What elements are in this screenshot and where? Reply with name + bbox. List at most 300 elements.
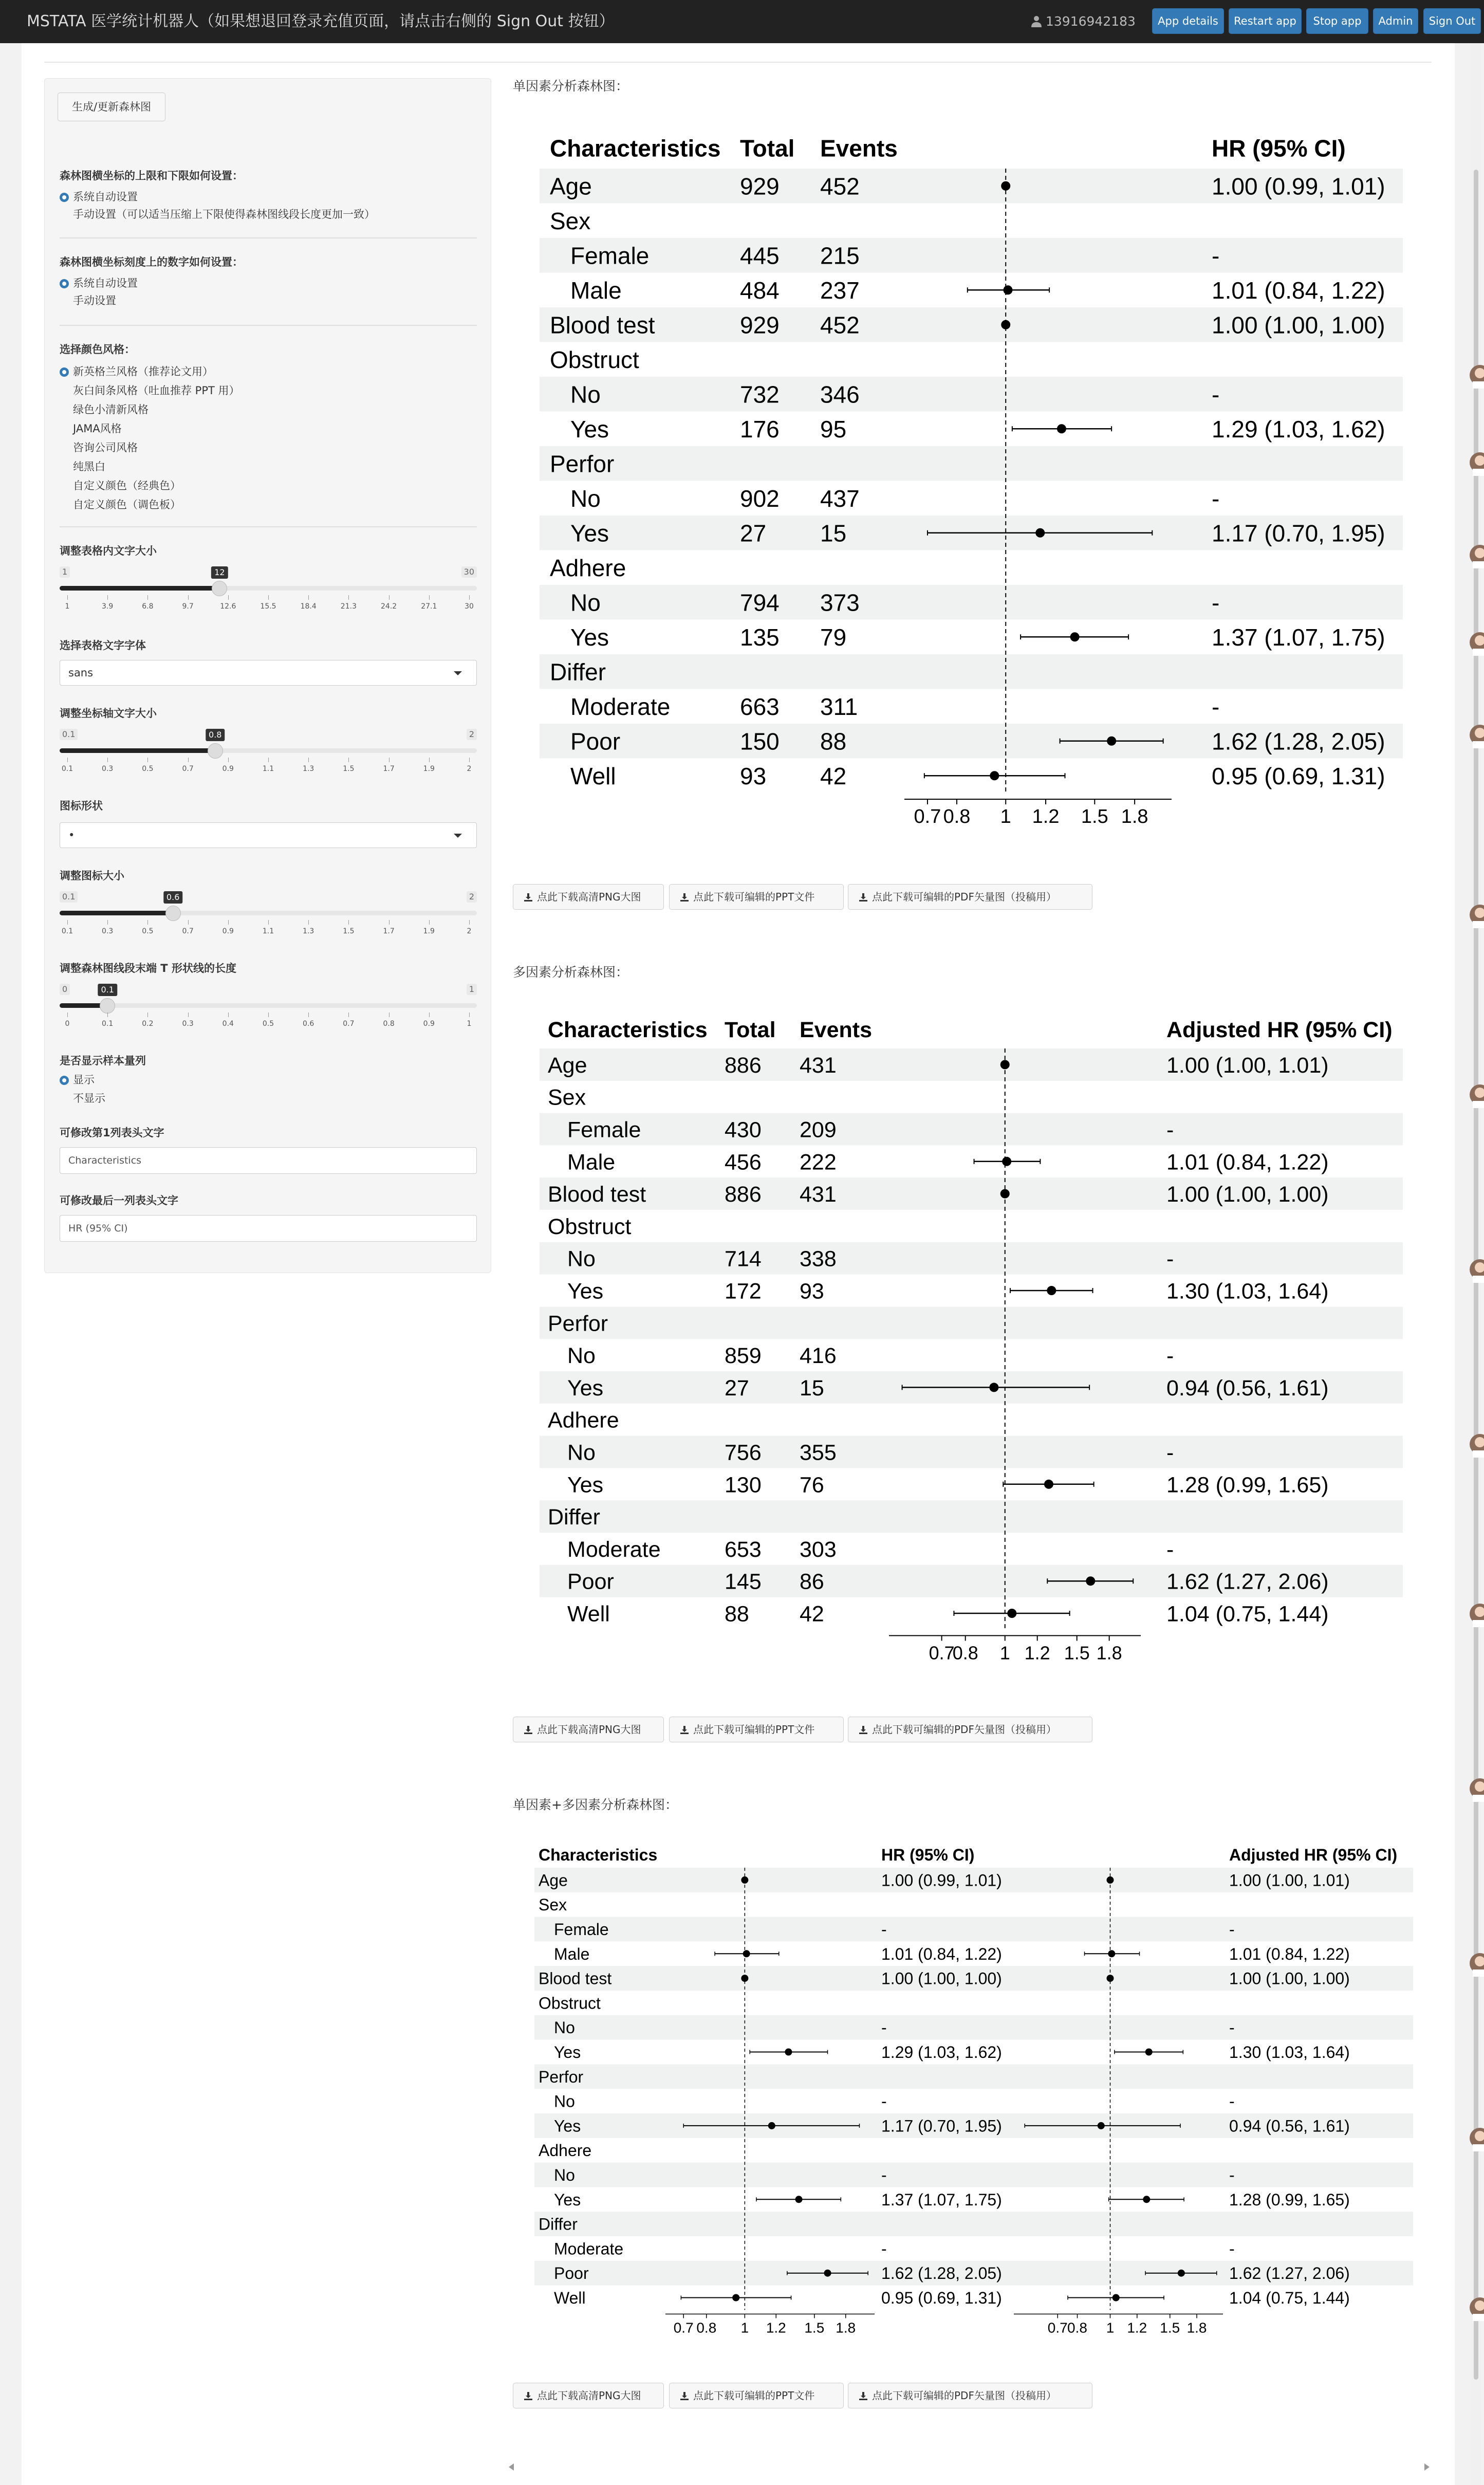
- row-label: Well: [567, 1602, 610, 1627]
- user-account: [1030, 0, 1136, 43]
- slider-tick: [348, 758, 349, 762]
- download-png-button[interactable]: 点此下载高清PNG大图: [513, 1717, 664, 1742]
- caret-down-icon: [454, 671, 462, 675]
- caret-down-icon: [454, 834, 462, 838]
- row-background: [540, 377, 1403, 412]
- ci-value: -: [881, 1920, 887, 1939]
- row-label: Blood test: [550, 311, 655, 339]
- row-label: Poor: [567, 1569, 614, 1594]
- download-icon: [680, 1725, 689, 1735]
- ci-value: 1.00 (1.00, 1.01): [1166, 1053, 1329, 1078]
- slider-tick: [268, 595, 269, 600]
- row-label: Perfor: [550, 450, 615, 477]
- row-background: [540, 1436, 1403, 1468]
- row-label: Sex: [550, 207, 591, 234]
- row-label: Well: [554, 2289, 586, 2308]
- slider-tick-label: 1.1: [262, 927, 274, 935]
- color-style-radio-5[interactable]: 纯黑白: [73, 461, 105, 473]
- adjusted-ci-value: 1.01 (0.84, 1.22): [1229, 1944, 1350, 1963]
- ci-value: -: [1212, 242, 1220, 269]
- row-label: Perfor: [548, 1311, 608, 1336]
- ci-value: 1.01 (0.84, 1.22): [881, 1944, 1002, 1963]
- row-label: Blood test: [548, 1182, 646, 1207]
- download-png-button[interactable]: 点此下载高清PNG大图: [513, 2383, 664, 2408]
- row-label: Moderate: [570, 693, 671, 720]
- slider-ticks: [60, 595, 477, 611]
- row-label: Well: [570, 762, 616, 789]
- x-tick-label: 1.2: [1127, 2320, 1147, 2336]
- show-n-no-radio[interactable]: 不显示: [73, 1092, 105, 1105]
- row-background: [534, 2212, 1413, 2236]
- slider-tick: [188, 758, 189, 762]
- row-label: Female: [554, 1920, 609, 1939]
- row-label: No: [570, 589, 601, 616]
- slider-min-label: 0.1: [60, 891, 78, 903]
- column-header: HR (95% CI): [1212, 135, 1346, 162]
- download-pdf-button[interactable]: 点此下载可编辑的PDF矢量图（投稿用）: [848, 884, 1092, 910]
- slider-tick-label: 1.3: [303, 927, 314, 935]
- slider-tick-label: 0.5: [142, 927, 154, 935]
- slider-tick: [429, 758, 430, 762]
- axis-font-size-slider[interactable]: [60, 729, 477, 785]
- row-label: Age: [548, 1053, 587, 1078]
- user-phone: 13916942183: [1046, 14, 1136, 29]
- adjusted-ci-value: 1.28 (0.99, 1.65): [1229, 2190, 1350, 2209]
- shape-label: 图标形状: [60, 800, 103, 812]
- row-label: Adhere: [539, 2141, 592, 2160]
- row-label: Yes: [567, 1279, 604, 1304]
- download-icon: [680, 893, 689, 902]
- row-label: Obstruct: [548, 1214, 632, 1239]
- events-value: 42: [800, 1602, 824, 1627]
- x-tick-label: 1: [999, 1642, 1010, 1664]
- divider: [44, 62, 1432, 63]
- slider-tick-label: 9.7: [182, 602, 194, 611]
- ci-value: -: [1166, 1343, 1174, 1369]
- axis-limits-manual-radio[interactable]: 手动设置（可以适当压缩上下限使得森林图线段长度更加一致）: [73, 208, 375, 220]
- download-icon: [859, 893, 868, 902]
- events-value: 86: [800, 1569, 824, 1594]
- ci-value: 1.62 (1.28, 2.05): [1212, 728, 1385, 755]
- point-estimate: [1107, 737, 1116, 746]
- slider-tick-label: 0.7: [182, 765, 194, 773]
- events-value: 311: [820, 693, 858, 720]
- slider-tick-label: 0.3: [102, 927, 114, 935]
- column-header: HR (95% CI): [881, 1846, 975, 1864]
- slider-tick-label: 0.9: [222, 765, 234, 773]
- shape-select[interactable]: •: [60, 822, 477, 848]
- axis-ticks-auto-radio[interactable]: 系统自动设置: [60, 275, 138, 291]
- slider-value-label: 0.6: [163, 891, 182, 904]
- row-label: No: [567, 1343, 596, 1369]
- adjusted-ci-value: -: [1229, 2239, 1235, 2258]
- slider-tick-label: 0.9: [423, 1020, 435, 1028]
- ci-value: 1.00 (0.99, 1.01): [881, 1871, 1002, 1890]
- download-icon: [524, 893, 533, 902]
- avatar: [1470, 720, 1484, 750]
- ci-value: -: [881, 2092, 887, 2111]
- slider-min-label: 1: [60, 566, 70, 578]
- avatar: [1470, 540, 1484, 570]
- univariate-forest-plot: [534, 123, 1429, 833]
- avatar: [1470, 1598, 1484, 1629]
- x-tick-label: 1.8: [1096, 1642, 1122, 1664]
- combined-forest-plot: [529, 1835, 1418, 2339]
- events-value: 237: [820, 277, 860, 304]
- slider-tick-label: 30: [465, 602, 474, 611]
- slider-tick: [469, 920, 470, 925]
- row-label: Adhere: [548, 1408, 619, 1433]
- ci-value: -: [881, 2166, 887, 2185]
- ci-value: -: [1166, 1440, 1174, 1465]
- events-value: 452: [820, 311, 860, 339]
- show-n-title: 是否显示样本量列: [60, 1055, 146, 1067]
- x-tick-label: 1.2: [1032, 806, 1060, 827]
- slider-handle[interactable]: [208, 743, 223, 759]
- adjusted-ci-value: 1.04 (0.75, 1.44): [1229, 2289, 1350, 2308]
- row-label: Yes: [554, 2116, 581, 2136]
- row-label: No: [570, 485, 601, 512]
- slider-tick-label: 0.1: [61, 927, 73, 935]
- row-label: No: [554, 2092, 575, 2111]
- scroll-right-icon[interactable]: [1424, 2463, 1430, 2471]
- download-png-button[interactable]: 点此下载高清PNG大图: [513, 884, 664, 910]
- x-tick-label: 1.5: [1064, 1642, 1090, 1664]
- slider-ticks: [60, 758, 477, 773]
- axis-ticks-title: 森林图横坐标刻度上的数字如何设置：: [60, 256, 243, 268]
- slider-handle[interactable]: [100, 998, 115, 1014]
- row-label: Yes: [567, 1472, 604, 1498]
- slider-ticks: [60, 920, 477, 935]
- download-icon: [680, 2391, 689, 2401]
- total-value: 135: [740, 623, 780, 651]
- events-value: 95: [820, 415, 847, 443]
- download-icon: [859, 2391, 868, 2401]
- t-length-label: 调整森林图线段末端 T 形状线的长度: [60, 962, 236, 974]
- events-value: 338: [800, 1246, 837, 1272]
- slider-tick-label: 0: [65, 1020, 70, 1028]
- slider-tick: [308, 595, 309, 600]
- color-style-radio-7[interactable]: 自定义颜色（调色板）: [73, 499, 181, 511]
- column-header: Total: [740, 135, 795, 162]
- total-value: 484: [740, 277, 780, 304]
- row-label: Sex: [539, 1895, 567, 1915]
- ci-value: 1.17 (0.70, 1.95): [1212, 520, 1385, 547]
- slider-min-label: 0.1: [60, 729, 78, 740]
- table-font-size-slider[interactable]: [60, 566, 477, 623]
- slider-tick: [348, 595, 349, 600]
- first-header-input[interactable]: Characteristics: [60, 1147, 477, 1174]
- ci-value: 1.01 (0.84, 1.22): [1212, 277, 1385, 304]
- ci-value: 1.01 (0.84, 1.22): [1166, 1150, 1329, 1175]
- ci-value: 0.95 (0.69, 1.31): [881, 2289, 1002, 2308]
- multi-plot-title: 多因素分析森林图：: [513, 965, 629, 980]
- download-pdf-button[interactable]: 点此下载可编辑的PDF矢量图（投稿用）: [848, 1717, 1092, 1742]
- row-label: Male: [554, 1944, 590, 1963]
- total-value: 27: [740, 520, 767, 547]
- point-estimate: [732, 2294, 739, 2302]
- slider-tick: [469, 758, 470, 762]
- icon-size-slider[interactable]: [60, 891, 477, 948]
- row-label: Yes: [570, 415, 609, 443]
- point-estimate: [1098, 2122, 1105, 2129]
- color-style-radio-3[interactable]: JAMA风格: [73, 422, 122, 435]
- row-label: No: [567, 1246, 596, 1272]
- events-value: 431: [800, 1182, 837, 1207]
- color-style-radio-6[interactable]: 自定义颜色（经典色）: [73, 480, 181, 492]
- row-label: Male: [570, 277, 622, 304]
- column-header: Characteristics: [548, 1018, 708, 1043]
- download-ppt-button[interactable]: 点此下载可编辑的PPT文件: [669, 1717, 844, 1742]
- row-background: [540, 654, 1403, 689]
- total-value: 794: [740, 589, 780, 616]
- total-value: 756: [725, 1440, 762, 1465]
- point-estimate: [1145, 2049, 1153, 2056]
- first-header-label: 可修改第1列表头文字: [60, 1127, 164, 1139]
- point-estimate: [1108, 1950, 1115, 1957]
- slider-tick-label: 0.3: [182, 1020, 194, 1028]
- download-icon: [524, 1725, 533, 1735]
- radio-selected-icon: [60, 367, 69, 377]
- point-estimate: [1178, 2270, 1185, 2277]
- avatar: [1470, 627, 1484, 658]
- slider-tick: [147, 758, 148, 762]
- scroll-left-icon[interactable]: [509, 2463, 514, 2471]
- point-estimate: [743, 1950, 750, 1957]
- row-label: Moderate: [567, 1537, 661, 1562]
- table-font-family-select[interactable]: sans: [60, 660, 477, 686]
- point-estimate: [990, 771, 999, 780]
- row-background: [540, 446, 1403, 481]
- adjusted-ci-value: 1.00 (1.00, 1.01): [1229, 1871, 1350, 1890]
- slider-value-label: 12: [211, 566, 228, 579]
- admin-button[interactable]: Admin: [1373, 8, 1418, 34]
- x-tick-label: 0.7: [914, 806, 941, 827]
- events-value: 355: [800, 1440, 837, 1465]
- axis-font-size-label: 调整坐标轴文字大小: [60, 707, 157, 720]
- row-background: [540, 1113, 1403, 1146]
- ci-value: -: [1212, 485, 1220, 512]
- slider-tick: [188, 920, 189, 925]
- slider-fill: [60, 748, 215, 753]
- uni-plot-title: 单因素分析森林图：: [513, 79, 629, 94]
- axis-limits-auto-radio[interactable]: 系统自动设置: [60, 189, 138, 205]
- slider-tick-label: 0.6: [303, 1020, 314, 1028]
- events-value: 79: [820, 623, 847, 651]
- ci-value: 1.04 (0.75, 1.44): [1166, 1602, 1329, 1627]
- events-value: 42: [820, 762, 847, 789]
- x-tick-label: 0.7: [1047, 2320, 1068, 2336]
- app-details-button[interactable]: App details: [1152, 8, 1224, 34]
- slider-tick-label: 1.9: [423, 927, 435, 935]
- row-label: Age: [539, 1871, 568, 1890]
- last-header-input[interactable]: HR (95% CI): [60, 1215, 477, 1242]
- avatar: [1470, 1773, 1484, 1804]
- ci-value: 1.00 (1.00, 1.00): [1166, 1182, 1329, 1207]
- slider-tick: [429, 920, 430, 925]
- avatar: [1470, 2292, 1484, 2323]
- row-label: Poor: [554, 2264, 589, 2283]
- slider-tick: [228, 595, 229, 600]
- x-tick-label: 0.8: [952, 1642, 978, 1664]
- events-value: 76: [800, 1472, 824, 1498]
- slider-tick: [147, 1013, 148, 1017]
- events-value: 209: [800, 1117, 837, 1143]
- point-estimate: [1112, 2294, 1120, 2302]
- ci-value: 1.17 (0.70, 1.95): [881, 2116, 1002, 2136]
- color-style-radio-1[interactable]: 灰白间条风格（吐血推荐 PPT 用）: [73, 384, 240, 397]
- slider-tick-label: 3.9: [102, 602, 114, 611]
- column-header: Events: [820, 135, 898, 162]
- slider-tick: [268, 920, 269, 925]
- avatar: [1470, 1948, 1484, 1979]
- color-style-radio-2[interactable]: 绿色小清新风格: [73, 403, 149, 416]
- ci-value: -: [1166, 1246, 1174, 1272]
- adjusted-ci-value: 1.00 (1.00, 1.00): [1229, 1969, 1350, 1988]
- ci-value: 1.30 (1.03, 1.64): [1166, 1279, 1329, 1304]
- slider-tick: [308, 758, 309, 762]
- row-label: No: [570, 381, 601, 408]
- slider-tick: [429, 1013, 430, 1017]
- total-value: 172: [725, 1279, 762, 1304]
- row-label: No: [554, 2166, 575, 2185]
- axis-ticks-manual-radio[interactable]: 手动设置: [73, 294, 116, 307]
- slider-handle[interactable]: [212, 581, 227, 596]
- slider-tick: [228, 1013, 229, 1017]
- point-estimate: [795, 2196, 803, 2203]
- slider-max-label: 2: [467, 729, 477, 740]
- row-label: Yes: [554, 2190, 581, 2209]
- total-value: 886: [725, 1182, 762, 1207]
- row-label: Yes: [554, 2043, 581, 2062]
- slider-tick: [107, 920, 108, 925]
- events-value: 88: [820, 728, 847, 755]
- slider-tick-label: 0.5: [262, 1020, 274, 1028]
- slider-tick-label: 0.4: [222, 1020, 234, 1028]
- slider-tick: [67, 1013, 68, 1017]
- download-pdf-button[interactable]: 点此下载可编辑的PDF矢量图（投稿用）: [848, 2383, 1092, 2408]
- slider-tick-label: 15.5: [260, 602, 276, 611]
- x-tick-label: 1.2: [766, 2320, 786, 2336]
- adjusted-ci-value: 1.30 (1.03, 1.64): [1229, 2043, 1350, 2062]
- radio-selected-icon: [60, 193, 69, 202]
- color-style-title: 选择颜色风格：: [60, 343, 135, 356]
- events-value: 15: [820, 520, 847, 547]
- row-background: [540, 1500, 1403, 1533]
- ci-value: -: [1212, 693, 1220, 720]
- stop-app-button[interactable]: Stop app: [1306, 8, 1368, 34]
- download-ppt-button[interactable]: 点此下载可编辑的PPT文件: [669, 2383, 844, 2408]
- total-value: 150: [740, 728, 780, 755]
- adjusted-ci-value: 0.94 (0.56, 1.61): [1229, 2116, 1350, 2136]
- slider-tick: [469, 1013, 470, 1017]
- row-label: Differ: [550, 658, 606, 686]
- total-value: 653: [725, 1537, 762, 1562]
- slider-tick: [308, 1013, 309, 1017]
- events-value: 437: [820, 485, 860, 512]
- row-label: Differ: [539, 2215, 578, 2234]
- ci-value: -: [1212, 381, 1220, 408]
- x-tick-label: 1.8: [1121, 806, 1148, 827]
- slider-tick: [348, 920, 349, 925]
- slider-value-label: 0.8: [206, 729, 225, 741]
- row-label: Yes: [570, 623, 609, 651]
- slider-tick-label: 2: [467, 765, 472, 773]
- app-title: MSTATA 医学统计机器人（如果想退回登录充值页面，请点击右侧的 Sign Out 按钮）: [27, 12, 615, 30]
- ci-value: 1.37 (1.07, 1.75): [881, 2190, 1002, 2209]
- point-estimate: [1057, 424, 1066, 433]
- table-font-family-label: 选择表格文字字体: [60, 639, 146, 652]
- slider-tick-label: 0.5: [142, 765, 154, 773]
- x-tick-label: 0.8: [943, 806, 971, 827]
- row-background: [540, 585, 1403, 620]
- events-value: 15: [800, 1375, 824, 1401]
- ci-value: -: [1166, 1117, 1174, 1143]
- restart-app-button[interactable]: Restart app: [1229, 8, 1302, 34]
- point-estimate: [824, 2270, 831, 2277]
- slider-max-label: 1: [467, 984, 477, 995]
- slider-handle[interactable]: [165, 906, 181, 921]
- ci-value: 1.00 (1.00, 1.00): [881, 1969, 1002, 1988]
- color-style-radio-4[interactable]: 咨询公司风格: [73, 441, 138, 454]
- point-estimate: [785, 2049, 792, 2056]
- horizontal-scrollbar[interactable]: [507, 2462, 1432, 2472]
- total-value: 859: [725, 1343, 762, 1369]
- point-estimate: [1035, 528, 1045, 538]
- sign-out-button[interactable]: Sign Out: [1423, 8, 1481, 34]
- total-value: 176: [740, 415, 780, 443]
- slider-tick-label: 0.8: [383, 1020, 395, 1028]
- multivariate-forest-plot: [534, 1007, 1429, 1676]
- combo-plot-title: 单因素+多因素分析森林图：: [513, 1797, 678, 1812]
- slider-tick-label: 24.2: [381, 602, 397, 611]
- x-tick-label: 1.5: [1081, 806, 1108, 827]
- slider-tick-label: 1.1: [262, 765, 274, 773]
- row-label: Adhere: [550, 554, 626, 581]
- generate-forest-button[interactable]: 生成/更新森林图: [58, 93, 165, 121]
- download-icon: [859, 1725, 868, 1735]
- color-style-radio-0[interactable]: 新英格兰风格（推荐论文用）: [60, 364, 213, 379]
- slider-track: [60, 1003, 477, 1008]
- top-navbar: [0, 0, 1484, 43]
- slider-tick: [469, 595, 470, 600]
- point-estimate: [1044, 1480, 1053, 1489]
- slider-fill: [60, 911, 173, 915]
- row-label: Obstruct: [539, 1994, 601, 2013]
- t-length-slider[interactable]: [60, 984, 477, 1040]
- point-estimate: [1143, 2196, 1150, 2203]
- row-label: No: [567, 1440, 596, 1465]
- adjusted-ci-value: 1.62 (1.27, 2.06): [1229, 2264, 1350, 2283]
- x-tick-label: 1.8: [836, 2320, 856, 2336]
- total-value: 456: [725, 1150, 762, 1175]
- radio-selected-icon: [60, 1076, 69, 1085]
- point-estimate: [1002, 1157, 1011, 1166]
- x-tick-label: 0.7: [673, 2320, 694, 2336]
- slider-tick-label: 0.7: [343, 1020, 355, 1028]
- events-value: 93: [800, 1279, 824, 1304]
- point-estimate: [1007, 1609, 1016, 1618]
- last-header-label: 可修改最后一列表头文字: [60, 1194, 178, 1207]
- adjusted-ci-value: -: [1229, 2092, 1235, 2111]
- total-value: 902: [740, 485, 780, 512]
- download-ppt-button[interactable]: 点此下载可编辑的PPT文件: [669, 884, 844, 910]
- events-value: 416: [800, 1343, 837, 1369]
- show-n-yes-radio[interactable]: 显示: [60, 1072, 95, 1088]
- slider-tick-label: 6.8: [142, 602, 154, 611]
- slider-tick: [228, 920, 229, 925]
- avatar: [1470, 1254, 1484, 1285]
